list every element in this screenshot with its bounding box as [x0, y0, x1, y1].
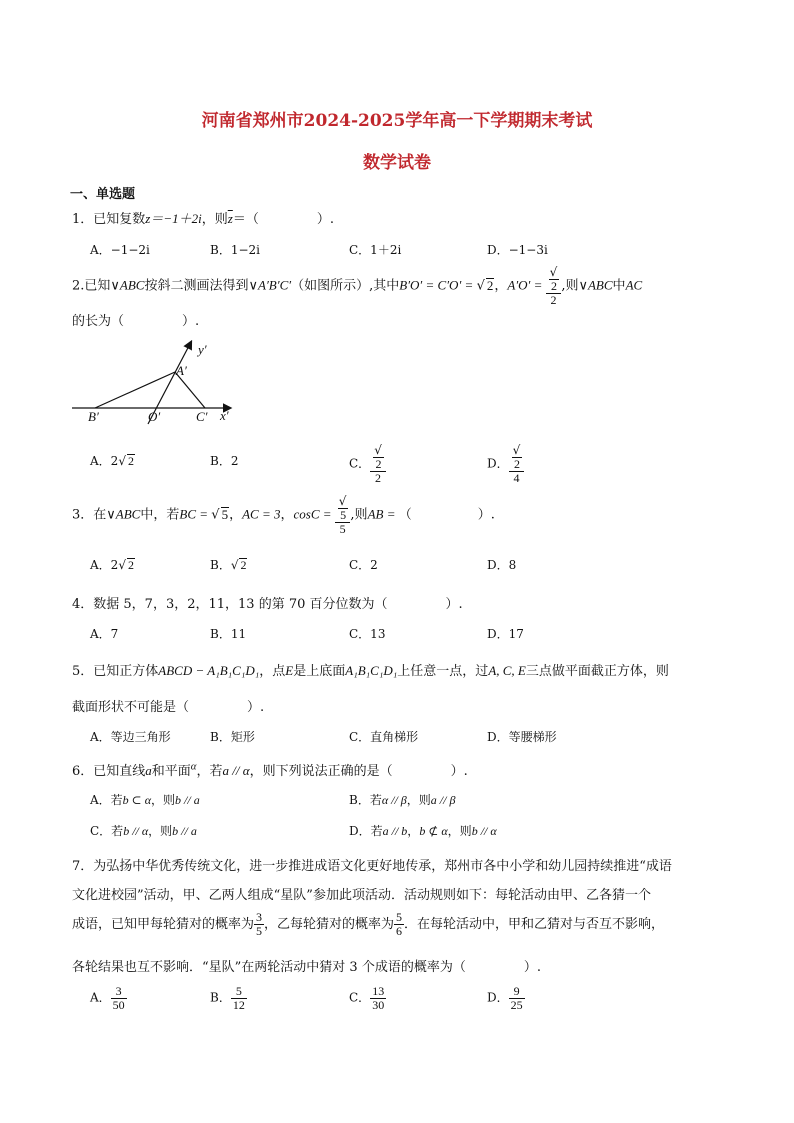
question-6-stem: 6．已知直线a和平面$^\alpha$，若a // α，则下列说法正确的是（ ）. [72, 760, 468, 779]
question-4-stem: 4．数据 5，7，3，2，11，13 的第 70 百分位数为（ ）. [72, 597, 463, 612]
q6-option-d[interactable]: D．若a // b，b ⊄ α，则b // α [349, 824, 497, 838]
q5-option-d[interactable]: D．等腰梯形 [487, 730, 557, 744]
q6-option-a[interactable]: A．若b ⊂ α，则b // a [90, 793, 200, 807]
q4-option-d[interactable]: D．17 [487, 627, 524, 641]
question-3-stem: 3．在∨ABC中，若BC = √ 5，AC = 3，cosC = √ 5 5 ,则AB = （ ）. [72, 494, 495, 536]
q1-option-d[interactable]: D．−1−3i [487, 243, 548, 257]
q2-figure [70, 338, 240, 430]
question-2-stem-line2: 的长为（ ）. [72, 314, 200, 329]
label-x: x′ [220, 408, 229, 423]
q3-option-b[interactable]: B．√ 2 [210, 558, 247, 572]
q2-option-b[interactable]: B．2 [210, 454, 239, 468]
q1-option-b[interactable]: B．1−2i [210, 243, 260, 257]
question-7-line3: 成语，已知甲每轮猜对的概率为 $\frac{3}{5}$ ，乙每轮猜对的概率为 $\frac{5}{6}$ ．在每轮活动中，甲和乙猜对与否互不影响， [72, 910, 665, 938]
q7-option-b[interactable]: B． $\frac{5}{12}$ [210, 984, 245, 1012]
q3-option-d[interactable]: D．8 [487, 558, 517, 572]
q7-option-d[interactable]: D． $\frac{9}{25}$ [487, 984, 523, 1012]
label-c: C′ [196, 409, 208, 424]
q7-option-a[interactable]: A． $\frac{3}{50}$ [90, 984, 125, 1012]
section-heading: 一、单选题 [70, 187, 136, 202]
label-a: A′ [176, 363, 187, 378]
q7-option-c[interactable]: C． $\frac{13}{30}$ [349, 984, 385, 1012]
q2-option-d[interactable]: D． √ 2 4 [487, 444, 524, 484]
q2-option-a[interactable]: A．2√ 2 [90, 454, 134, 468]
q4-option-b[interactable]: B．11 [210, 627, 247, 641]
question-5-stem-line2: 截面形状不可能是（ ）. [72, 700, 265, 715]
q1-option-a[interactable]: A．−1−2i [90, 243, 150, 257]
question-2-stem: 2.已知∨ABC按斜二测画法得到∨A′B′C′（如图所示）,其中B′O′ = C′O′ = √ 2，A′O′ = √ 2 2 ,则∨ABC中AC [72, 265, 643, 307]
page-subtitle: 数学试卷 [363, 153, 431, 173]
q6-option-c[interactable]: C．若b // α，则b // a [90, 824, 197, 838]
question-5-stem: 5．已知正方体ABCD − A₁B₁C₁D₁，点E是上底面A₁B₁C₁D₁上任意一点，过A, C, E三点做平面截正方体，则 [72, 663, 669, 679]
q4-option-c[interactable]: C．13 [349, 627, 386, 641]
q1-option-c[interactable]: C．1＋2i [349, 243, 402, 257]
q3-option-c[interactable]: C．2 [349, 558, 378, 572]
q5-option-a[interactable]: A．等边三角形 [90, 730, 171, 744]
page-title: 河南省郑州市2024-2025学年高一下学期期末考试 [201, 111, 593, 131]
label-y: y′ [198, 342, 207, 357]
q3-option-a[interactable]: A．2√ 2 [90, 558, 134, 572]
q5-option-c[interactable]: C．直角梯形 [349, 730, 419, 744]
question-7-line4: 各轮结果也互不影响．“星队”在两轮活动中猜对 3 个成语的概率为（ ）. [72, 960, 541, 975]
question-7-line2: 文化进校园”活动，甲、乙两人组成“星队”参加此项活动．活动规则如下：每轮活动由甲、乙各猜一个 [72, 888, 651, 903]
label-o: O′ [148, 409, 161, 424]
q4-option-a[interactable]: A．7 [90, 627, 119, 641]
question-1-stem: 1．已知复数z＝−1＋2i，则$\overline{z}=$（ ）. [72, 211, 334, 227]
q2-option-c[interactable]: C． √ 2 2 [349, 444, 386, 484]
q6-option-b[interactable]: B．若α // β，则a // β [349, 793, 456, 807]
segment-b-a [95, 372, 175, 408]
q5-option-b[interactable]: B．矩形 [210, 730, 255, 744]
label-b: B′ [88, 409, 99, 424]
question-7-line1: 7．为弘扬中华优秀传统文化，进一步推进成语文化更好地传承，郑州市各中小学和幼儿园持续推进“成语 [72, 859, 672, 874]
